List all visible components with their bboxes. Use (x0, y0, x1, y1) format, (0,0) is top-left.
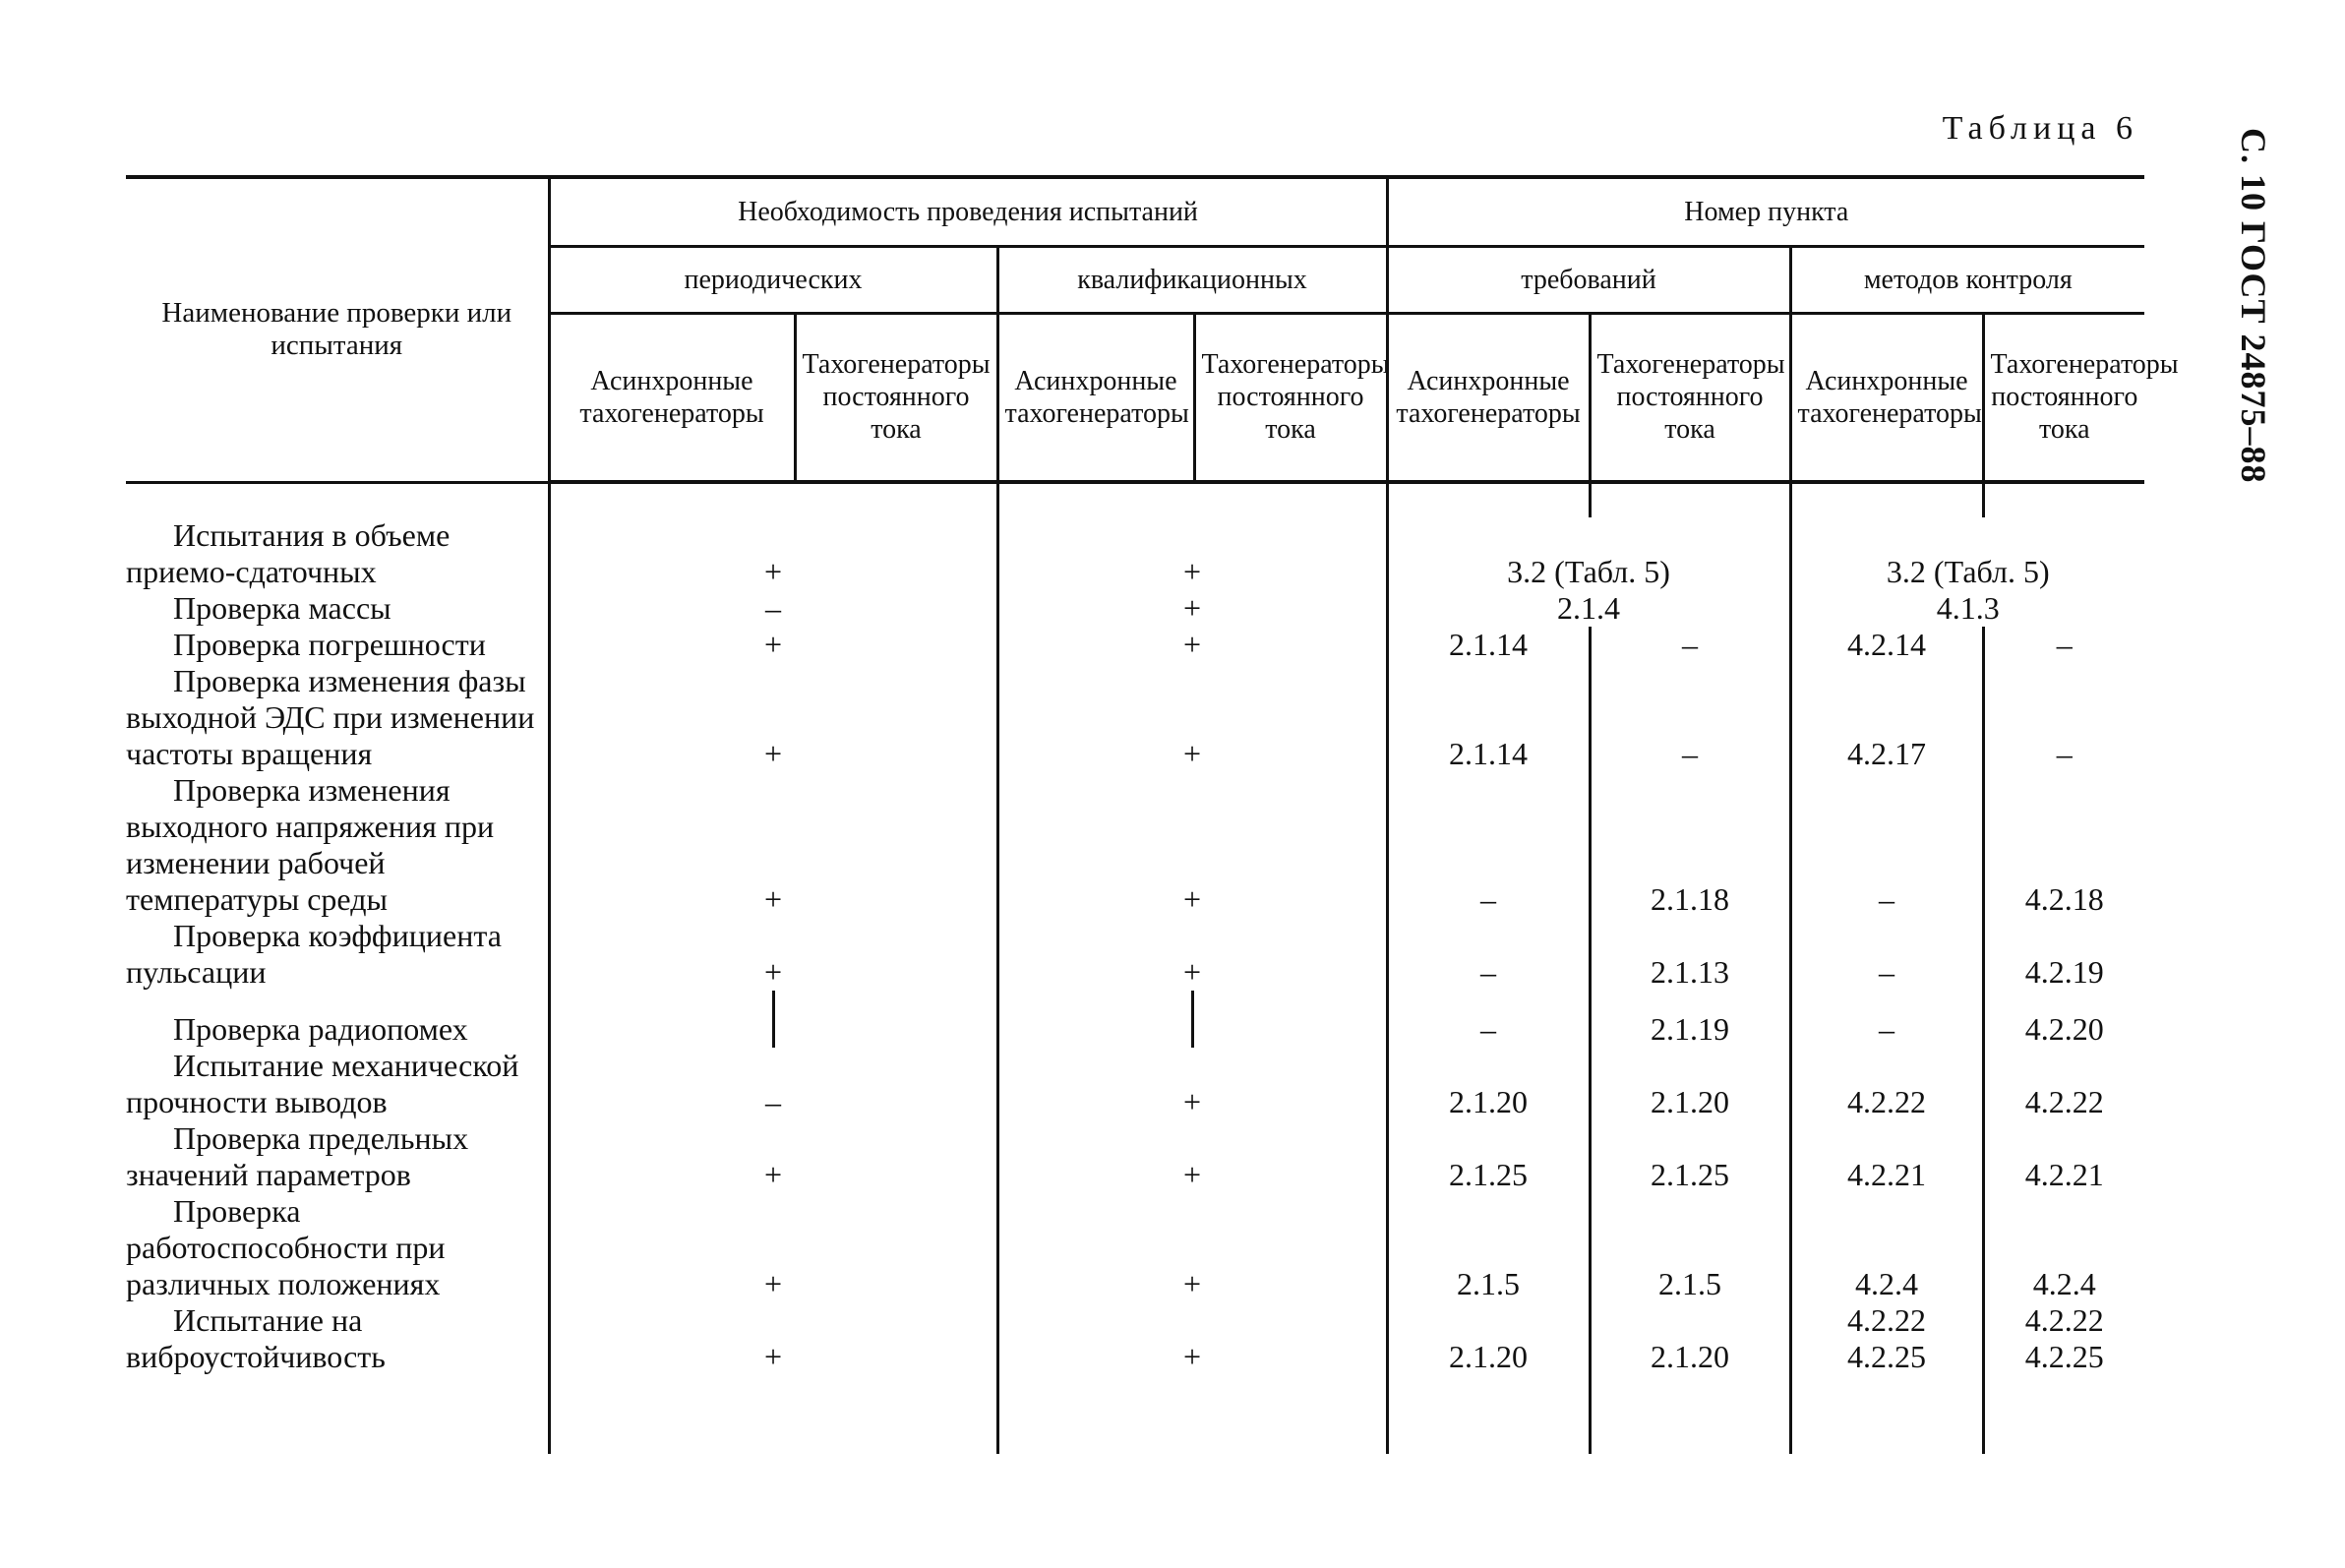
cell-req-dc: 2.1.5 (1590, 1193, 1790, 1302)
table-row (126, 772, 2144, 918)
cell-qualification: + (997, 1302, 1387, 1375)
header-qualification-async: Асинхронные тахогенераторы (997, 313, 1194, 482)
cell-qualification: + (997, 627, 1387, 663)
cell-req-dc: – (1590, 627, 1790, 663)
table-row (126, 1193, 2144, 1302)
cell-qualification (997, 991, 1387, 1048)
cell-req-dc: – (1590, 663, 1790, 772)
header-periodic-async: Асинхронные тахогенераторы (549, 313, 795, 482)
cell-req-dc: 2.1.20 (1590, 1048, 1790, 1120)
header-qualification-dc: Тахогенераторы постоянного тока (1194, 313, 1387, 482)
cell-qualification: + (997, 517, 1387, 590)
cell-meth-async: 4.2.21 (1790, 1120, 1983, 1193)
table-row (126, 1048, 2144, 1120)
cell-qualification: + (997, 918, 1387, 991)
cell-periodic: + (549, 1120, 997, 1193)
cell-periodic: + (549, 918, 997, 991)
cell-req-dc: 2.1.19 (1590, 991, 1790, 1048)
spacer-row (126, 482, 2144, 517)
cell-periodic (549, 991, 997, 1048)
cell-meth-merged: 3.2 (Табл. 5) (1790, 517, 2144, 590)
bar-mark (772, 991, 775, 1048)
cell-qualification: + (997, 1120, 1387, 1193)
cell-meth-dc: 4.2.20 (1983, 991, 2144, 1048)
row-name: Проверка погрешности (173, 627, 486, 662)
table-row (126, 918, 2144, 991)
cell-req-async: 2.1.25 (1387, 1120, 1590, 1193)
row-name: Испытание механической прочности выводов (126, 1048, 519, 1119)
cell-req-dc: 2.1.25 (1590, 1120, 1790, 1193)
cell-periodic: + (549, 772, 997, 918)
row-name: Испытание на виброустойчивость (126, 1302, 386, 1374)
cell-periodic: + (549, 1193, 997, 1302)
header-name-col: Наименование проверки или испытания (126, 177, 549, 482)
cell-periodic: + (549, 627, 997, 663)
cell-qualification: + (997, 1193, 1387, 1302)
cell-req-async: 2.1.14 (1387, 663, 1590, 772)
cell-qualification: + (997, 1048, 1387, 1120)
cell-meth-async: 4.2.22 (1790, 1048, 1983, 1120)
cell-req-async: – (1387, 918, 1590, 991)
table-row (126, 663, 2144, 772)
spacer-row (126, 1375, 2144, 1454)
header-requirements-dc: Тахогенераторы постоянного тока (1590, 313, 1790, 482)
cell-periodic: + (549, 1302, 997, 1375)
header-methods-dc: Тахогенераторы постоянного тока (1983, 313, 2144, 482)
cell-qualification: + (997, 590, 1387, 627)
header-methods-async: Асинхронные тахогенераторы (1790, 313, 1983, 482)
header-control-methods: методов контроля (1790, 246, 2144, 313)
header-requirements-async: Асинхронные тахогенераторы (1387, 313, 1590, 482)
cell-meth-async: 4.2.17 (1790, 663, 1983, 772)
cell-meth-dc: 4.2.19 (1983, 918, 2144, 991)
tests-table (126, 175, 2179, 1454)
cell-periodic: + (549, 517, 997, 590)
row-name: Проверка работоспособности при различных положениях (126, 1193, 446, 1301)
row-name: Проверка изменения выходного напряжения при изменении рабочей температуры среды (126, 772, 495, 917)
page-side-header: С. 10 ГОСТ 24875–88 (2234, 128, 2273, 484)
cell-meth-async: – (1790, 918, 1983, 991)
header-item-number-group: Номер пункта (1387, 177, 2144, 246)
table-row (126, 991, 2144, 1048)
cell-meth-dc: 4.2.22 4.2.25 (1983, 1302, 2144, 1375)
cell-meth-dc: – (1983, 627, 2144, 663)
cell-req-dc: 2.1.18 (1590, 772, 1790, 918)
table-row (126, 627, 2144, 663)
header-requirements: требований (1387, 246, 1790, 313)
header-qualification: квалификационных (997, 246, 1387, 313)
cell-req-async: 2.1.20 (1387, 1302, 1590, 1375)
cell-req-dc: 2.1.20 (1590, 1302, 1790, 1375)
table-row (126, 1302, 2144, 1375)
row-name: Проверка массы (173, 590, 391, 626)
cell-req-dc: 2.1.13 (1590, 918, 1790, 991)
cell-req-merged: 2.1.4 (1387, 590, 1790, 627)
cell-qualification: + (997, 772, 1387, 918)
cell-meth-async: – (1790, 991, 1983, 1048)
cell-req-async: – (1387, 772, 1590, 918)
cell-periodic: – (549, 1048, 997, 1120)
bar-mark (1191, 991, 1194, 1048)
cell-req-async: 2.1.14 (1387, 627, 1590, 663)
header-necessity-group: Необходимость проведения испытаний (549, 177, 1387, 246)
cell-qualification: + (997, 663, 1387, 772)
table-caption: Таблица 6 (1942, 110, 2138, 147)
cell-meth-dc: – (1983, 663, 2144, 772)
cell-meth-async: 4.2.14 (1790, 627, 1983, 663)
cell-meth-async: 4.2.22 4.2.25 (1790, 1302, 1983, 1375)
cell-req-async: – (1387, 991, 1590, 1048)
cell-meth-dc: 4.2.21 (1983, 1120, 2144, 1193)
table-row (126, 1120, 2144, 1193)
cell-meth-dc: 4.2.18 (1983, 772, 2144, 918)
row-name: Проверка предельных значений параметров (126, 1120, 469, 1192)
table-row (126, 590, 2144, 627)
row-name: Проверка изменения фазы выходной ЭДС при изменении частоты вращения (126, 663, 535, 771)
row-name: Испытания в объеме приемо-сдаточных (126, 517, 451, 589)
row-name: Проверка радиопомех (173, 1011, 468, 1047)
cell-meth-async: – (1790, 772, 1983, 918)
cell-meth-dc: 4.2.22 (1983, 1048, 2144, 1120)
row-name: Проверка коэффициента пульсации (126, 918, 502, 990)
cell-meth-async: 4.2.4 (1790, 1193, 1983, 1302)
cell-periodic: – (549, 590, 997, 627)
cell-req-async: 2.1.5 (1387, 1193, 1590, 1302)
cell-periodic: + (549, 663, 997, 772)
header-periodic: периодических (549, 246, 997, 313)
table-row (126, 517, 2144, 590)
cell-req-async: 2.1.20 (1387, 1048, 1590, 1120)
header-periodic-dc: Тахогенераторы постоянного тока (795, 313, 997, 482)
cell-meth-merged: 4.1.3 (1790, 590, 2144, 627)
cell-meth-dc: 4.2.4 (1983, 1193, 2144, 1302)
cell-req-merged: 3.2 (Табл. 5) (1387, 517, 1790, 590)
